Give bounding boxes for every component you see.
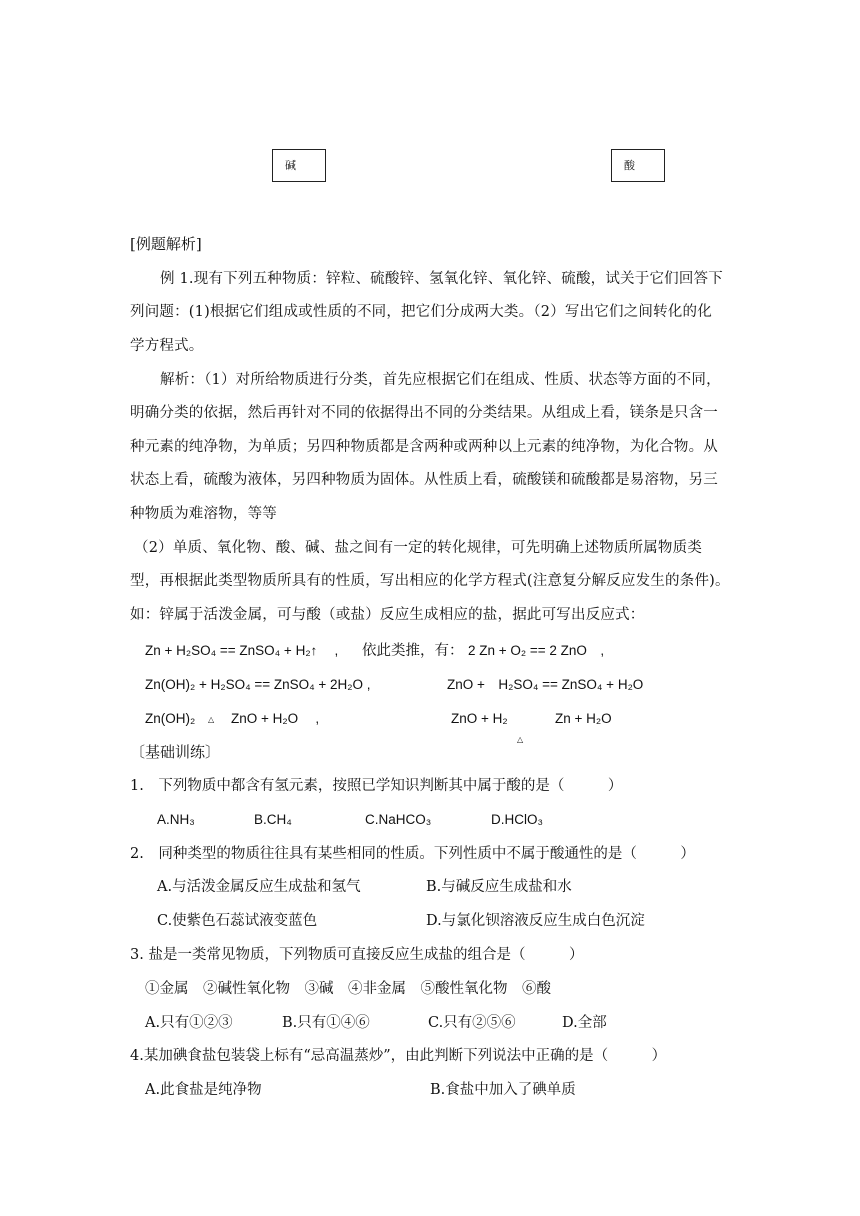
question-3-items: ①金属 ②碱性氧化物 ③碱 ④非金属 ⑤酸性氧化物 ⑥酸 (145, 981, 551, 997)
question-1-stem: 1. 下列物质中都含有氢元素，按照已学知识判断其中属于酸的是（ ） (130, 778, 623, 794)
equation-3-left-reactant: Zn(OH)₂ (145, 711, 196, 726)
question-3-stem: 3. 盐是一类常见物质，下列物质可直接反应生成盐的组合是（ ） (130, 947, 584, 963)
equation-1-right: 2 Zn + O₂ == 2 ZnO , (468, 643, 605, 658)
heat-symbol-2: △ (517, 735, 524, 744)
equation-3-left-product: ZnO + H₂O , (231, 711, 320, 726)
analysis-line4: 状态上看，硫酸为液体，另四种物质为固体。从性质上看，硫酸镁和硫酸都是易溶物，另三 (130, 472, 718, 488)
question-3-option-c: C.只有②⑤⑥ (428, 1015, 516, 1031)
acid-label: 酸 (624, 159, 635, 172)
equation-1-left: Zn + H₂SO₄ == ZnSO₄ + H₂↑ , (145, 643, 339, 658)
question-1-option-c: C.NaHCO₃ (365, 812, 432, 827)
equation-2-right: ZnO + H₂SO₄ == ZnSO₄ + H₂O (447, 677, 644, 692)
question-4-option-b: B.食盐中加入了碘单质 (430, 1082, 576, 1098)
question-1-option-a: A.NH₃ (157, 812, 195, 827)
base-box (272, 149, 326, 182)
question-2-option-b: B.与碱反应生成盐和水 (426, 879, 572, 895)
equation-2-left: Zn(OH)₂ + H₂SO₄ == ZnSO₄ + 2H₂O , (145, 677, 371, 692)
question-2-option-a: A.与活泼金属反应生成盐和氢气 (157, 879, 361, 895)
equation-3-right-product: Zn + H₂O (555, 711, 612, 726)
analysis-line2: 明确分类的依据，然后再针对不同的依据得出不同的分类结果。从组成上看，镁条是只含一 (130, 405, 718, 421)
example1-line3: 学方程式。 (130, 338, 204, 354)
analysis-line3: 种元素的纯净物，为单质；另四种物质都是含两种或两种以上元素的纯净物，为化合物。从 (130, 439, 718, 455)
question-2-stem: 2. 同种类型的物质往往具有某些相同的性质。下列性质中不属于酸通性的是（ ） (130, 846, 695, 862)
analysis-line5: 种物质为难溶物，等等 (130, 506, 277, 522)
acid-box (611, 149, 665, 182)
base-label: 碱 (285, 159, 296, 172)
equation-1-mid: 依此类推，有： (362, 643, 464, 659)
question-1-option-b: B.CH₄ (254, 812, 292, 827)
analysis-line8: 如：锌属于活泼金属，可与酸（或盐）反应生成相应的盐，据此可写出反应式： (130, 607, 645, 623)
section-basic-heading: 〔基础训练〕 (130, 743, 221, 761)
analysis-line6: （2）单质、氧化物、酸、碱、盐之间有一定的转化规律，可先明确上述物质所属物质类 (134, 540, 703, 556)
question-2-option-d: D.与氯化钡溶液反应生成白色沉淀 (426, 913, 645, 929)
analysis-line1: 解析：（1）对所给物质进行分类，首先应根据它们在组成、性质、状态等方面的不同， (160, 372, 721, 388)
question-3-option-b: B.只有①④⑥ (282, 1015, 370, 1031)
question-1-option-d: D.HClO₃ (491, 812, 543, 827)
question-2-option-c: C.使紫色石蕊试液变蓝色 (157, 913, 318, 929)
example1-line1: 例 1.现有下列五种物质：锌粒、硫酸锌、氢氧化锌、氧化锌、硫酸，试关于它们回答下 (160, 271, 723, 287)
heat-symbol-1: △ (208, 715, 215, 724)
equation-3-right-reactant: ZnO + H₂ (451, 711, 508, 726)
question-4-option-a: A.此食盐是纯净物 (145, 1082, 262, 1098)
question-3-option-a: A.只有①②③ (145, 1015, 233, 1031)
question-4-stem: 4.某加碘食盐包装袋上标有“忌高温蒸炒”，由此判断下列说法中正确的是（ ） (130, 1048, 667, 1064)
question-3-option-d: D.全部 (562, 1015, 607, 1031)
analysis-line7: 型，再根据此类型物质所具有的性质，写出相应的化学方程式(注意复分解反应发生的条件)。 (130, 573, 730, 589)
example1-line2: 列问题：(1)根据它们组成或性质的不同，把它们分成两大类。（2）写出它们之间转化的化 (130, 304, 712, 320)
section-example-heading: [例题解析] (130, 235, 202, 253)
